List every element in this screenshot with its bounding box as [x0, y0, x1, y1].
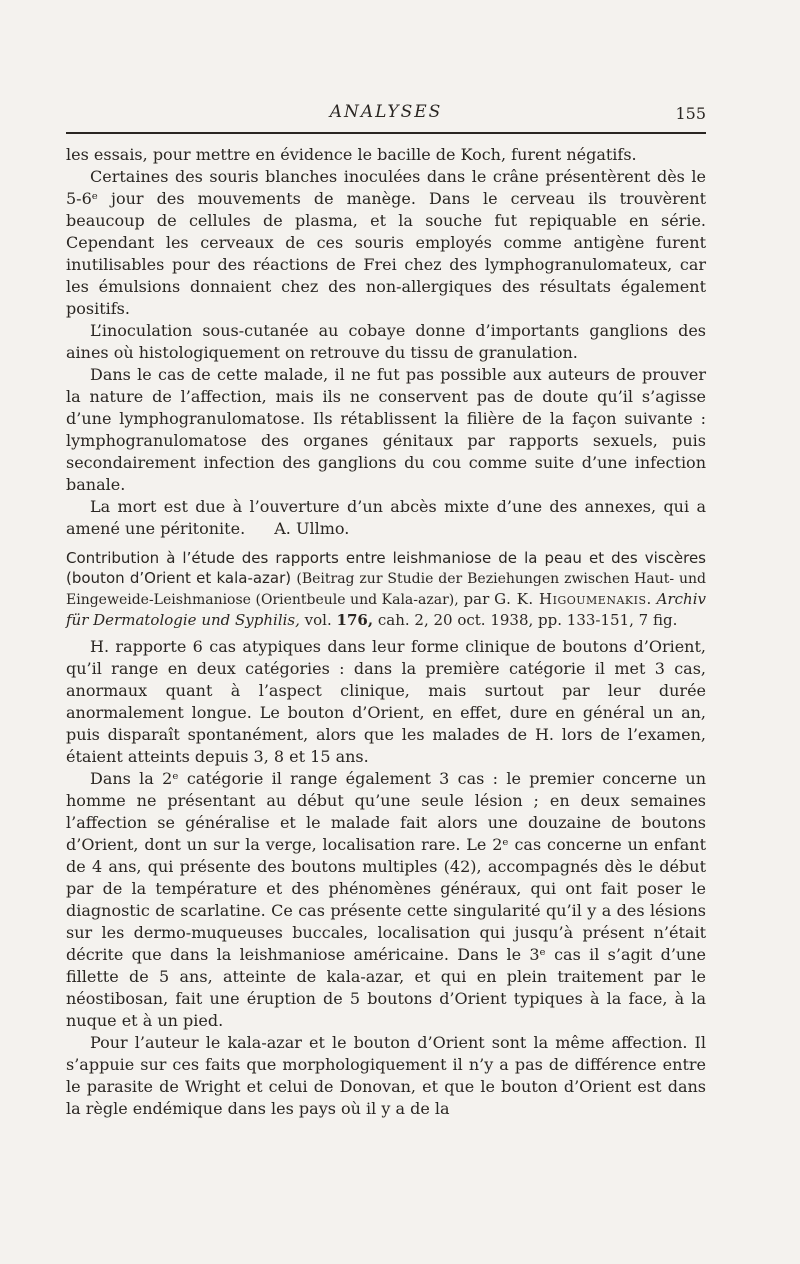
author-name: G. K. Higoumenakis. — [494, 590, 652, 608]
paragraph-second-category: Dans la 2ᵉ catégorie il range également 3 cas : le premier concerne un homme ne présentant au début qu’une seule lésion ; en deux semaines l’affection se généralise et le malade fait alors une douzaine de boutons d’Orient, dont un sur la verge, localisation rare. Le 2ᵉ cas concerne un enfant de 4 ans, qui présente des boutons multiples (42), accompagnés dès le début par de la température et des phénomènes généraux, qui ont fait poser le diagnostic de scarlatine. Ce cas présente cette singularité qu’il y a des lésions sur les dermo-muqueuses buccales, localisation qui jusqu’à présent n’était décrite que dans la leishmaniose américaine. Dans le 3ᵉ cas il s’agit d’une fillette de 5 ans, atteinte de kala-azar, et qui en plein traitement par le néostibosan, fait une éruption de 5 boutons d’Orient typiques à la face, à la nuque et à un pied. — [66, 769, 706, 1030]
paragraph-death — [66, 496, 706, 540]
journal-name: Archiv für Dermatologie und Syphilis, — [66, 590, 706, 629]
author-prefix: par — [463, 590, 490, 608]
article-title-german: (Beitrag zur Studie der Beziehungen zwischen Haut- und Eingeweide-Leishmaniose (Orientbeule und Kala-azar), — [66, 571, 706, 608]
header-rule — [66, 132, 706, 134]
paragraph-continuation: les essais, pour mettre en évidence le bacille de Koch, furent négatifs. — [66, 145, 637, 164]
volume-prefix: vol. — [304, 611, 332, 629]
paragraph-case: Dans le cas de cette malade, il ne fut pas possible aux auteurs de prouver la nature de l’affection, mais ils ne conservent pas de doute qu’il s’agisse d’une lymphogranulomatose. Ils rétablissent la filière de la façon suivante : lymphogranulomatose des organes génitaux par rapports sexuels, puis secondairement infection des ganglions du cou comme suite d’une infection banale. — [66, 365, 706, 494]
reviewer-signature: A. Ullmo. — [274, 519, 350, 538]
page-number: 155 — [675, 104, 706, 123]
bibliographic-entry — [66, 548, 706, 630]
article-body — [66, 144, 706, 1120]
publication-details: cah. 2, 20 oct. 1938, pp. 133-151, 7 fig. — [377, 611, 678, 629]
volume-number: 176, — [336, 611, 374, 629]
paragraph-guinea-pig: L’inoculation sous-cutanée au cobaye donne d’importants ganglions des aines où histologiquement on retrouve du tissu de granulation. — [66, 321, 706, 362]
page-header — [66, 96, 706, 126]
paragraph-death-text: La mort est due à l’ouverture d’un abcès mixte d’une des annexes, qui a amené une péritonite. — [66, 497, 706, 538]
paragraph-conclusion: Pour l’auteur le kala-azar et le bouton d’Orient sont la même affection. Il s’appuie sur ces faits que morphologiquement il n’y a pas de différence entre le parasite de Wright et celui de Donovan, et que le bouton d’Orient est dans la règle endémique dans les pays où il y a de la — [66, 1033, 706, 1118]
paragraph-atypical-cases: H. rapporte 6 cas atypiques dans leur forme clinique de boutons d’Orient, qu’il range en deux catégories : dans la première catégorie il met 3 cas, anormaux quant à l’aspect clinique, mais surtout par leur durée anormalement longue. Le bouton d’Orient, en effet, dure en général un an, puis disparaît spontanément, alors que les malades de H. lors de l’examen, étaient atteints depuis 3, 8 et 15 ans. — [66, 637, 706, 766]
article-title-french: Contribution à l’étude des rapports entre leishmaniose de la peau et des viscères (bouton d’Orient et kala-azar) — [66, 549, 706, 587]
paragraph-mice: Certaines des souris blanches inoculées dans le crâne présentèrent dès le 5-6ᵉ jour des mouvements de manège. Dans le cerveau ils trouvèrent beaucoup de cellules de plasma, et la souche fut repiquable en série. Cependant les cerveaux de ces souris employés comme antigène furent inutilisables pour des réactions de Frei chez des lymphogranulomateux, car les émulsions donnaient chez des non-allergiques des résultats également positifs. — [66, 167, 706, 318]
running-title: ANALYSES — [329, 102, 443, 122]
